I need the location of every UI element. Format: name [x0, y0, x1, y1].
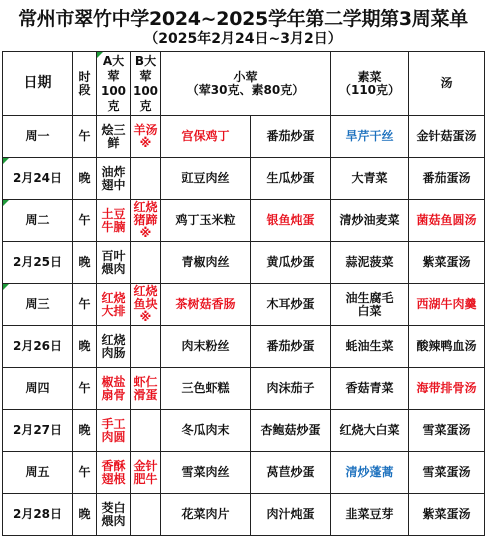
b-big-dish — [131, 242, 161, 284]
date-cell: 2月24日 — [3, 158, 73, 200]
small-dish-1: 花菜肉片 — [161, 494, 251, 536]
period-cell: 晚 — [73, 326, 97, 368]
date-cell: 2月28日 — [3, 494, 73, 536]
weekday-cell: 周四 — [3, 368, 73, 410]
small-dish-2: 杏鲍菇炒蛋 — [251, 410, 331, 452]
table-row — [3, 284, 485, 326]
header-veg — [331, 52, 409, 116]
header-date: 日期 — [3, 52, 73, 116]
menu-title: 常州市翠竹中学2024~2025学年第二学期第3周菜单 — [18, 8, 468, 30]
soup-dish: 酸辣鸭血汤 — [409, 326, 485, 368]
small-dish-2: 肉汁炖蛋 — [251, 494, 331, 536]
small-dish-1: 肉末粉丝 — [161, 326, 251, 368]
b-big-dish: 红烧鱼块※ — [131, 284, 161, 326]
header-b-big: B大荤100克 — [131, 52, 161, 116]
veg-dish: 油生腐毛白菜 — [331, 284, 409, 326]
b-big-dish: 红烧猪蹄※ — [131, 200, 161, 242]
menu-date-range: （2025年2月24日~3月2日） — [144, 31, 342, 47]
veg-dish: 红烧大白菜 — [331, 410, 409, 452]
header-veg-note: （110克） — [338, 82, 401, 97]
period-cell: 午 — [73, 284, 97, 326]
veg-dish: 旱芹干丝 — [331, 116, 409, 158]
table-row — [3, 368, 485, 410]
a-big-dish: 红烧肉肠 — [97, 326, 131, 368]
period-cell: 午 — [73, 368, 97, 410]
soup-dish: 金针菇蛋汤 — [409, 116, 485, 158]
small-dish-2: 番茄炒蛋 — [251, 326, 331, 368]
weekday-cell: 周二 — [3, 200, 73, 242]
header-veg-label: 素菜 — [357, 69, 382, 84]
small-dish-1: 三色虾糕 — [161, 368, 251, 410]
header-row — [3, 52, 485, 116]
header-small-label: 小荤 — [233, 69, 258, 84]
small-dish-1: 雪菜肉丝 — [161, 452, 251, 494]
table-row — [3, 326, 485, 368]
period-cell: 午 — [73, 452, 97, 494]
b-big-dish — [131, 326, 161, 368]
a-big-dish: 百叶煨肉 — [97, 242, 131, 284]
table-row — [3, 200, 485, 242]
date-cell: 2月25日 — [3, 242, 73, 284]
small-dish-2: 银鱼炖蛋 — [251, 200, 331, 242]
soup-dish: 紫菜蛋汤 — [409, 242, 485, 284]
veg-dish: 蚝油生菜 — [331, 326, 409, 368]
a-big-dish: 茭白煨肉 — [97, 494, 131, 536]
soup-dish: 紫菜蛋汤 — [409, 494, 485, 536]
header-a-big: A大荤100克 — [97, 52, 131, 116]
small-dish-1: 宫保鸡丁 — [161, 116, 251, 158]
period-cell: 晚 — [73, 410, 97, 452]
a-big-dish: 油炸翅中 — [97, 158, 131, 200]
veg-dish: 清炒油麦菜 — [331, 200, 409, 242]
period-cell: 晚 — [73, 242, 97, 284]
b-big-dish: 羊汤※ — [131, 116, 161, 158]
period-cell: 晚 — [73, 158, 97, 200]
date-cell: 2月27日 — [3, 410, 73, 452]
b-big-dish — [131, 410, 161, 452]
soup-dish: 菌菇鱼圆汤 — [409, 200, 485, 242]
table-row — [3, 452, 485, 494]
small-dish-1: 青椒肉丝 — [161, 242, 251, 284]
header-small-note: （荤30克、素80克） — [186, 82, 305, 97]
table-row — [3, 116, 485, 158]
a-big-dish: 土豆牛腩 — [97, 200, 131, 242]
b-big-dish: 虾仁滑蛋 — [131, 368, 161, 410]
a-big-dish: 红烧大排 — [97, 284, 131, 326]
small-dish-2: 生瓜炒蛋 — [251, 158, 331, 200]
table-row — [3, 410, 485, 452]
veg-dish: 香菇青菜 — [331, 368, 409, 410]
weekday-cell: 周一 — [3, 116, 73, 158]
small-dish-2: 番茄炒蛋 — [251, 116, 331, 158]
a-big-dish: 椒盐扇骨 — [97, 368, 131, 410]
weekday-cell: 周五 — [3, 452, 73, 494]
a-big-dish: 手工肉圆 — [97, 410, 131, 452]
soup-dish: 番茄蛋汤 — [409, 158, 485, 200]
soup-dish: 西湖牛肉羹 — [409, 284, 485, 326]
menu-table — [2, 51, 485, 536]
period-cell: 晚 — [73, 494, 97, 536]
small-dish-1: 茶树菇香肠 — [161, 284, 251, 326]
table-row — [3, 242, 485, 284]
small-dish-2: 莴苣炒蛋 — [251, 452, 331, 494]
b-big-dish: 金针肥牛 — [131, 452, 161, 494]
soup-dish: 雪菜蛋汤 — [409, 410, 485, 452]
veg-dish: 大青菜 — [331, 158, 409, 200]
b-big-dish — [131, 494, 161, 536]
a-big-dish: 香酥翅根 — [97, 452, 131, 494]
small-dish-1: 鸡丁玉米粒 — [161, 200, 251, 242]
period-cell: 午 — [73, 200, 97, 242]
soup-dish: 海带排骨汤 — [409, 368, 485, 410]
header-small — [161, 52, 331, 116]
header-period: 时段 — [73, 52, 97, 116]
small-dish-2: 黄瓜炒蛋 — [251, 242, 331, 284]
weekday-cell: 周三 — [3, 284, 73, 326]
table-row — [3, 158, 485, 200]
veg-dish: 蒜泥菠菜 — [331, 242, 409, 284]
veg-dish: 清炒蓬蒿 — [331, 452, 409, 494]
date-cell: 2月26日 — [3, 326, 73, 368]
small-dish-2: 木耳炒蛋 — [251, 284, 331, 326]
soup-dish: 雪菜蛋汤 — [409, 452, 485, 494]
small-dish-2: 肉沫茄子 — [251, 368, 331, 410]
a-big-dish: 烩三鲜 — [97, 116, 131, 158]
veg-dish: 韭菜豆芽 — [331, 494, 409, 536]
small-dish-1: 冬瓜肉末 — [161, 410, 251, 452]
period-cell: 午 — [73, 116, 97, 158]
b-big-dish — [131, 158, 161, 200]
small-dish-1: 豇豆肉丝 — [161, 158, 251, 200]
table-row — [3, 494, 485, 536]
header-soup: 汤 — [409, 52, 485, 116]
